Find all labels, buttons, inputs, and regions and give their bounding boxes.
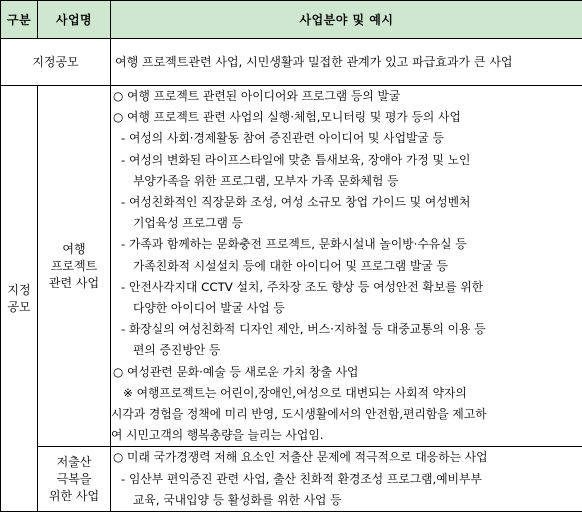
list-item: ○ 여성관련 문화·예술 등 새로운 가치 창출 사업	[111, 362, 582, 383]
list-item: ○ 미래 국가경쟁력 저해 요소인 저출산 문제에 적극적으로 대응하는 사업	[111, 447, 582, 468]
low-birthrate-name-line2: 극복을	[38, 471, 110, 488]
list-item: - 여성의 사회·경제활동 참여 증진관련 아이디어 및 사업발굴 등	[111, 128, 582, 149]
low-birthrate-details	[111, 447, 582, 512]
header-field-examples: 사업분야 및 예시	[111, 1, 582, 39]
header-project-name: 사업명	[38, 1, 111, 39]
travel-project-name-line2: 프로젝트	[38, 258, 110, 275]
list-item: 가족친화적 시설설치 등에 대한 아이디어 및 프로그램 발굴 등	[111, 256, 582, 277]
list-item: ○ 여행 프로젝트 관련된 아이디어와 프로그램 등의 발굴	[111, 86, 582, 107]
travel-project-name-cell	[38, 86, 111, 447]
list-item: ○ 여행 프로젝트 관련 사업의 실행·체험,모니터링 및 평가 등의 사업	[111, 107, 582, 128]
designated-contest-label: 지정공모	[1, 39, 111, 86]
designated-contest-description	[111, 39, 582, 86]
table-row	[1, 86, 582, 447]
list-item: 교육, 국내입양 등 활성화를 위한 사업 등	[111, 490, 582, 511]
list-item: 다양한 아이디어 발굴 사업 등	[111, 298, 582, 319]
note-line: 여 시민고객의 행복총량을 늘리는 사업임.	[111, 425, 582, 446]
low-birthrate-name-line1: 저출산	[38, 454, 110, 471]
note-line: ※ 여행프로젝트는 어린이,장애인,여성으로 대변되는 사회적 약자의	[111, 383, 582, 404]
table-header-row	[1, 1, 582, 39]
list-item: - 여성친화적인 직장문화 조성, 여성 소규모 창업 가이드 및 여성벤처	[111, 192, 582, 213]
travel-project-name-line1: 여행	[38, 241, 110, 258]
table-row	[1, 447, 582, 512]
designated-category-line2: 공모	[1, 299, 37, 316]
list-item: 기업육성 프로그램 등	[111, 213, 582, 234]
designated-category-line1: 지정	[1, 282, 37, 299]
list-item: - 가족과 함께하는 문화충전 프로젝트, 문화시설내 놀이방·수유실 등	[111, 234, 582, 255]
travel-project-details	[111, 86, 582, 447]
note-line: 시각과 경험을 정책에 미리 반영, 도시생활에서의 안전함,편리함을 제고하	[111, 404, 582, 425]
list-item: 편의 증진방안 등	[111, 340, 582, 361]
list-item: - 화장실의 여성친화적 디자인 제안, 버스·지하철 등 대중교통의 이용 등	[111, 319, 582, 340]
list-item: - 여성의 변화된 라이프스타일에 맞춘 틈새보육, 장애아 가정 및 노인	[111, 150, 582, 171]
low-birthrate-name-cell	[38, 447, 111, 512]
list-item: 부양가족을 위한 프로그램, 모부자 가족 문화체험 등	[111, 171, 582, 192]
designated-category-cell	[1, 86, 38, 512]
list-item: - 임산부 편익증진 관련 사업, 출산 친화적 환경조성 프로그램,예비부부	[111, 469, 582, 490]
header-category: 구분	[1, 1, 38, 39]
table-row	[1, 39, 582, 86]
list-item: - 안전사각지대 CCTV 설치, 주차장 조도 향상 등 여성안전 확보를 위한	[111, 277, 582, 298]
travel-project-name-line3: 관련 사업	[38, 275, 110, 292]
designated-contest-text: 여행 프로젝트관련 사업, 시민생활과 밀접한 관계가 있고 파급효과가 큰 사업	[111, 53, 582, 72]
low-birthrate-name-line3: 위한 사업	[38, 488, 110, 505]
